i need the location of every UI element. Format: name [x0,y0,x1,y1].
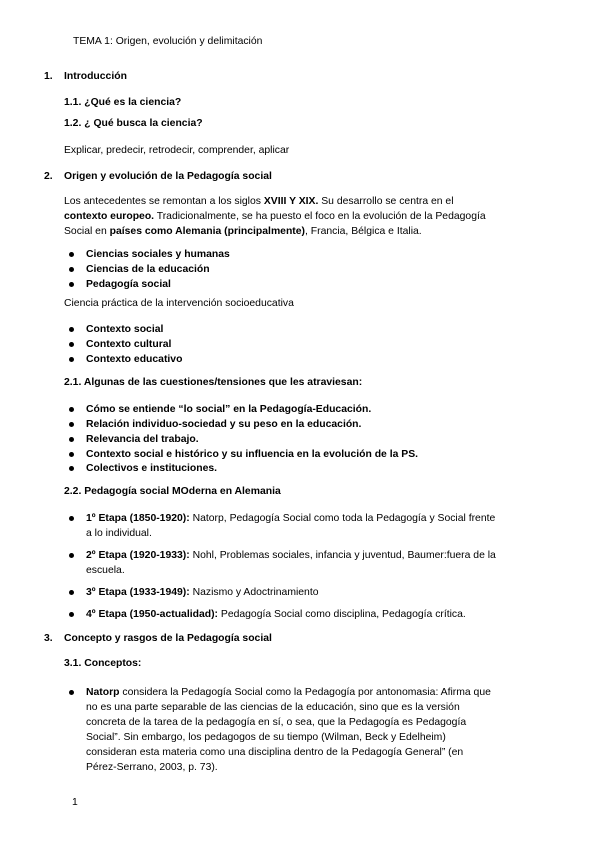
section-2-paragraph [64,194,544,239]
list-item: Cómo se entiende “lo social” en la Pedagogía-Educación. [86,404,372,415]
section-3-title: Concepto y rasgos de la Pedagogía social [64,633,272,644]
page-number: 1 [72,797,78,808]
bullet-icon [69,690,74,695]
stage-text-continued: a lo individual. [86,528,152,539]
bold-run: países como Alemania (principalmente) [109,226,306,237]
paragraph-line: no es una parte separable de las ciencias de la educación, sino que es la versión [86,702,460,713]
list-item: Contexto cultural [86,339,172,350]
bullet-icon [69,612,74,617]
section-1-text: Explicar, predecir, retrodecir, comprender, aplicar [64,145,290,156]
paragraph-line: consideran esta materia como una disciplina dentro de la Pedagogía General” (en [86,747,464,758]
list-item: Relevancia del trabajo. [86,434,199,445]
bullet-icon [69,327,74,332]
paragraph-line [64,194,544,209]
document-header: TEMA 1: Origen, evolución y delimitación [73,36,263,47]
stage-label: 1º Etapa (1850-1920): [86,513,190,524]
paragraph-line [64,209,544,224]
paragraph-line: concreta de la tarea de la pedagogía en sí, o sea, que la Pedagogía es Pedagogía [86,717,467,728]
stage-text: Nohl, Problemas sociales, infancia y juventud, Baumer:fuera de la [189,550,496,561]
bullet-icon [69,252,74,257]
stage-label: 2º Etapa (1920-1933): [86,550,190,561]
stage-item [86,585,546,600]
bullet-icon [69,466,74,471]
bullet-icon [69,422,74,427]
list-item: Contexto social e histórico y su influencia en la evolución de la PS. [86,449,419,460]
stage-text: Nazismo y Adoctrinamiento [189,587,319,598]
stage-item [86,607,546,622]
stage-item [86,548,546,578]
text-run: Tradicionalmente, se ha puesto el foco en la evolución de la Pedagogía [154,211,486,222]
subsection-3-1: 3.1. Conceptos: [64,658,142,669]
stage-text: Pedagogía Social como disciplina, Pedagogía crítica. [218,609,466,620]
text-run: Social en [64,226,110,237]
bold-run: contexto europeo. [64,211,155,222]
bullet-icon [69,553,74,558]
list-item: Ciencias sociales y humanas [86,249,230,260]
stage-text: Natorp, Pedagogía Social como toda la Pedagogía y Social frente [189,513,496,524]
bullet-icon [69,590,74,595]
subsection-1-1: 1.1. ¿Qué es la ciencia? [64,97,182,108]
list-item: Colectivos e instituciones. [86,463,218,474]
text-run: , Francia, Bélgica e Italia. [305,226,422,237]
subsection-2-1: 2.1. Algunas de las cuestiones/tensiones que les atraviesan: [64,377,363,388]
section-2-number: 2. [44,171,53,182]
bold-run: XVIII Y XIX. [263,196,319,207]
bullet-icon [69,357,74,362]
bold-run: Natorp [86,687,120,698]
bullet-icon [69,267,74,272]
paragraph-line: Pérez-Serrano, 2003, p. 73). [86,762,218,773]
bullet-icon [69,452,74,457]
text-run: Su desarrollo se centra en el [318,196,454,207]
list-item: Contexto educativo [86,354,183,365]
stage-item [86,511,546,541]
list-item: Relación individuo-sociedad y su peso en la educación. [86,419,362,430]
section-2-title: Origen y evolución de la Pedagogía social [64,171,272,182]
bullet-icon [69,282,74,287]
paragraph-line [64,224,544,239]
stage-label: 4º Etapa (1950-actualidad): [86,609,218,620]
text-run: considera la Pedagogía Social como la Pedagogía por antonomasia: Afirma que [119,687,491,698]
natorp-paragraph [86,685,546,775]
subsection-2-2: 2.2. Pedagogía social MOderna en Alemania [64,486,281,497]
subsection-1-2: 1.2. ¿ Qué busca la ciencia? [64,118,203,129]
stage-label: 3º Etapa (1933-1949): [86,587,190,598]
stage-text-continued: escuela. [86,565,125,576]
list-item: Ciencias de la educación [86,264,210,275]
section-1-number: 1. [44,71,53,82]
list-item: Contexto social [86,324,164,335]
list-item: Pedagogía social [86,279,171,290]
bullet-icon [69,516,74,521]
section-2-text: Ciencia práctica de la intervención socioeducativa [64,298,294,309]
section-1-title: Introducción [64,71,127,82]
bullet-icon [69,342,74,347]
bullet-icon [69,407,74,412]
section-3-number: 3. [44,633,53,644]
bullet-icon [69,437,74,442]
paragraph-line: Social”. Sin embargo, los pedagogos de su tiempo (Wilman, Beck y Edelheim) [86,732,446,743]
text-run: Los antecedentes se remontan a los siglos [64,196,264,207]
